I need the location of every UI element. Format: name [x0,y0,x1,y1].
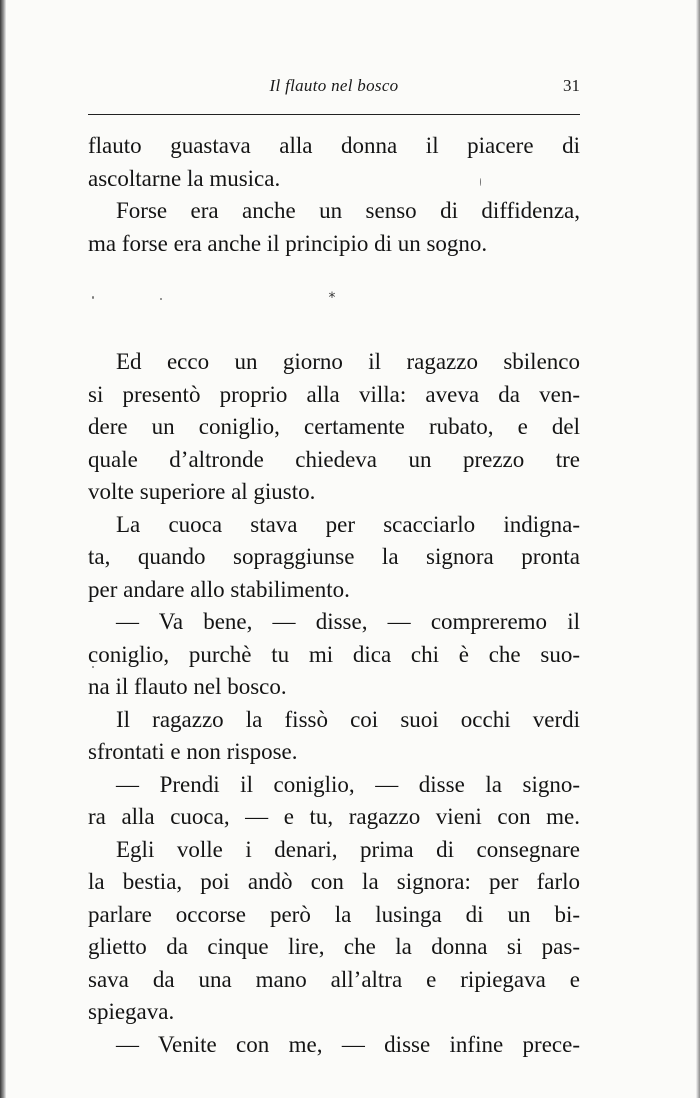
paper-speck [160,298,162,300]
text-line: per andare allo stabilimento. [88,576,350,602]
section-separator-asterisk: * [328,290,336,306]
text-line: sfrontati e non rispose. [88,739,298,764]
text-line: sava da una mano all’altra e ripiegava e [88,966,580,992]
text-line: Ed ecco un giorno il ragazzo sbilenco [116,349,580,374]
page-number: 31 [563,76,580,95]
page-header [88,76,580,100]
text-line: ra alla cuoca, — e tu, ragazzo vieni con me. [88,804,580,829]
page-binding-shadow [0,0,6,1098]
text-line: si presentò proprio alla villa: aveva da ven- [88,381,580,407]
paper-speck [480,178,481,186]
text-block-2 [88,346,580,1061]
text-line: ta, quando sopraggiunse la signora pronta [88,544,580,569]
text-line: dere un coniglio, certamente rubato, e del [88,414,580,439]
paper-speck [92,666,94,668]
text-line: Il ragazzo la fissò coi suoi occhi verdi [116,706,580,732]
text-line: na il flauto nel bosco. [88,674,287,699]
text-line: parlare occorse però la lusinga di un bi- [88,901,580,927]
text-line: coniglio, purchè tu mi dica chi è che suo- [88,641,580,667]
text-line: volte superiore al giusto. [88,479,316,504]
running-title: Il flauto nel bosco [269,76,399,95]
header-rule [88,114,580,115]
text-line: glietto da cinque lire, che la donna si pas- [88,934,580,959]
text-line: quale d’altronde chiedeva un prezzo tre [88,446,580,472]
text-line: La cuoca stava per scacciarlo indigna- [116,511,580,537]
text-line: — Venite con me, — disse infine prece- [116,1031,580,1057]
text-block-1 [88,130,580,260]
text-line: la bestia, poi andò con la signora: per farlo [88,869,580,894]
text-line: spiegava. [88,999,175,1024]
page-edge-shadow [696,0,700,1098]
text-line: — Va bene, — disse, — compreremo il [116,609,580,634]
text-line: flauto guastava alla donna il piacere di [88,133,580,158]
text-line: ma forse era anche il principio di un sogno. [88,230,488,256]
paper-speck [92,296,94,299]
text-line: Forse era anche un senso di diffidenza, [116,198,580,223]
text-line: ascoltarne la musica. [88,165,281,191]
text-line: Egli volle i denari, prima di consegnare [116,836,580,862]
text-line: — Prendi il coniglio, — disse la signo- [116,771,580,797]
